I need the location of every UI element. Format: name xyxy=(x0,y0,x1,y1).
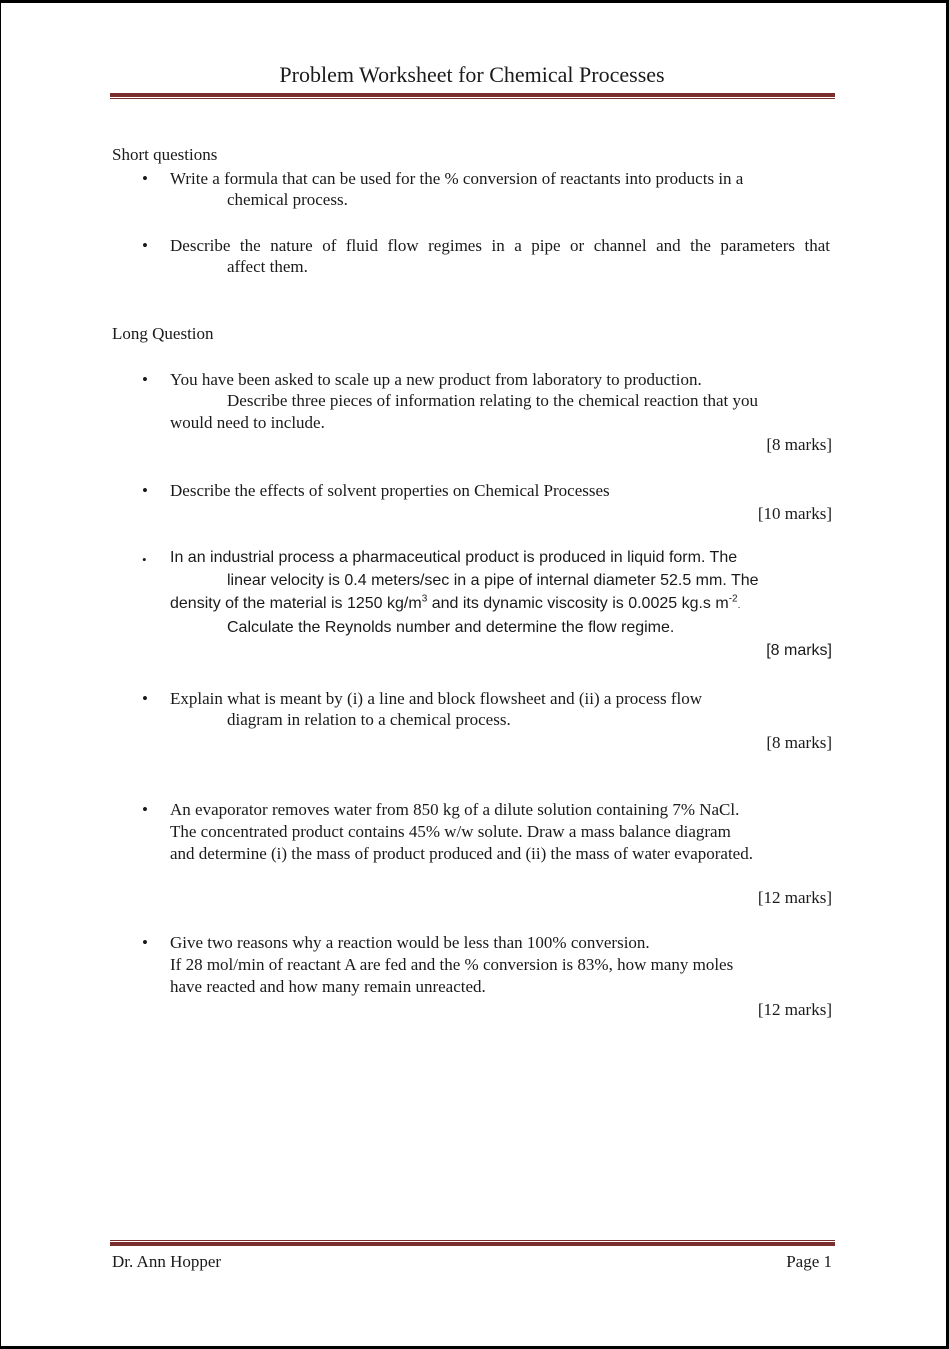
header-rule xyxy=(110,93,835,99)
bullet-icon: • xyxy=(142,481,148,500)
question-line: have reacted and how many remain unreacted. xyxy=(170,977,486,996)
question-line: Give two reasons why a reaction would be less than 100% conversion. xyxy=(170,933,650,952)
bullet-icon: • xyxy=(142,552,147,567)
question-line: affect them. xyxy=(227,257,308,276)
question-line: would need to include. xyxy=(170,413,325,432)
question-line: linear velocity is 0.4 meters/sec in a pipe of internal diameter 52.5 mm. The xyxy=(227,572,759,589)
bullet-icon: • xyxy=(142,933,148,952)
question-line: Write a formula that can be used for the % conversion of reactants into products in a xyxy=(170,169,744,188)
bullet-icon: • xyxy=(142,800,148,819)
marks-label: [8 marks] xyxy=(766,642,832,659)
question-line: You have been asked to scale up a new product from laboratory to production. xyxy=(170,370,702,389)
footer-page-number: Page 1 xyxy=(786,1252,832,1271)
question-line: Calculate the Reynolds number and determine the flow regime. xyxy=(227,619,675,636)
question-line: chemical process. xyxy=(227,190,348,209)
marks-label: [8 marks] xyxy=(766,435,832,454)
bullet-icon: • xyxy=(142,169,148,188)
question-line: Describe the effects of solvent properties on Chemical Processes xyxy=(170,481,610,500)
question-line: In an industrial process a pharmaceutical product is produced in liquid form. The xyxy=(170,549,738,566)
question-line: Describe the nature of fluid flow regimes in a pipe or channel and the parameters that xyxy=(170,236,830,255)
marks-label: [8 marks] xyxy=(766,733,832,752)
bullet-icon: • xyxy=(142,689,148,708)
question-line: An evaporator removes water from 850 kg of a dilute solution containing 7% NaCl. xyxy=(170,800,740,819)
marks-label: [10 marks] xyxy=(757,504,832,523)
long-question-heading: Long Question xyxy=(112,324,214,343)
question-line: density of the material is 1250 $kg/m^3$ and its dynamic viscosity is 0.0025 kg.s $m^{-2}$. xyxy=(170,593,741,612)
marks-label: [12 marks] xyxy=(757,888,832,907)
bullet-icon: • xyxy=(142,370,148,389)
page-title: Problem Worksheet for Chemical Processes xyxy=(279,62,665,87)
question-line: diagram in relation to a chemical process. xyxy=(227,710,511,729)
question-line: The concentrated product contains 45% w/w solute. Draw a mass balance diagram xyxy=(170,822,731,841)
footer-author: Dr. Ann Hopper xyxy=(112,1252,222,1271)
footer-rule xyxy=(110,1240,835,1246)
question-line: and determine (i) the mass of product produced and (ii) the mass of water evaporated. xyxy=(170,844,753,863)
question-line: If 28 mol/min of reactant A are fed and the % conversion is 83%, how many moles xyxy=(170,955,734,974)
short-questions-heading: Short questions xyxy=(112,145,218,164)
marks-label: [12 marks] xyxy=(757,1000,832,1019)
question-line: Explain what is meant by (i) a line and block flowsheet and (ii) a process flow xyxy=(170,689,703,708)
bullet-icon: • xyxy=(142,236,148,255)
question-line: Describe three pieces of information relating to the chemical reaction that you xyxy=(227,391,759,410)
